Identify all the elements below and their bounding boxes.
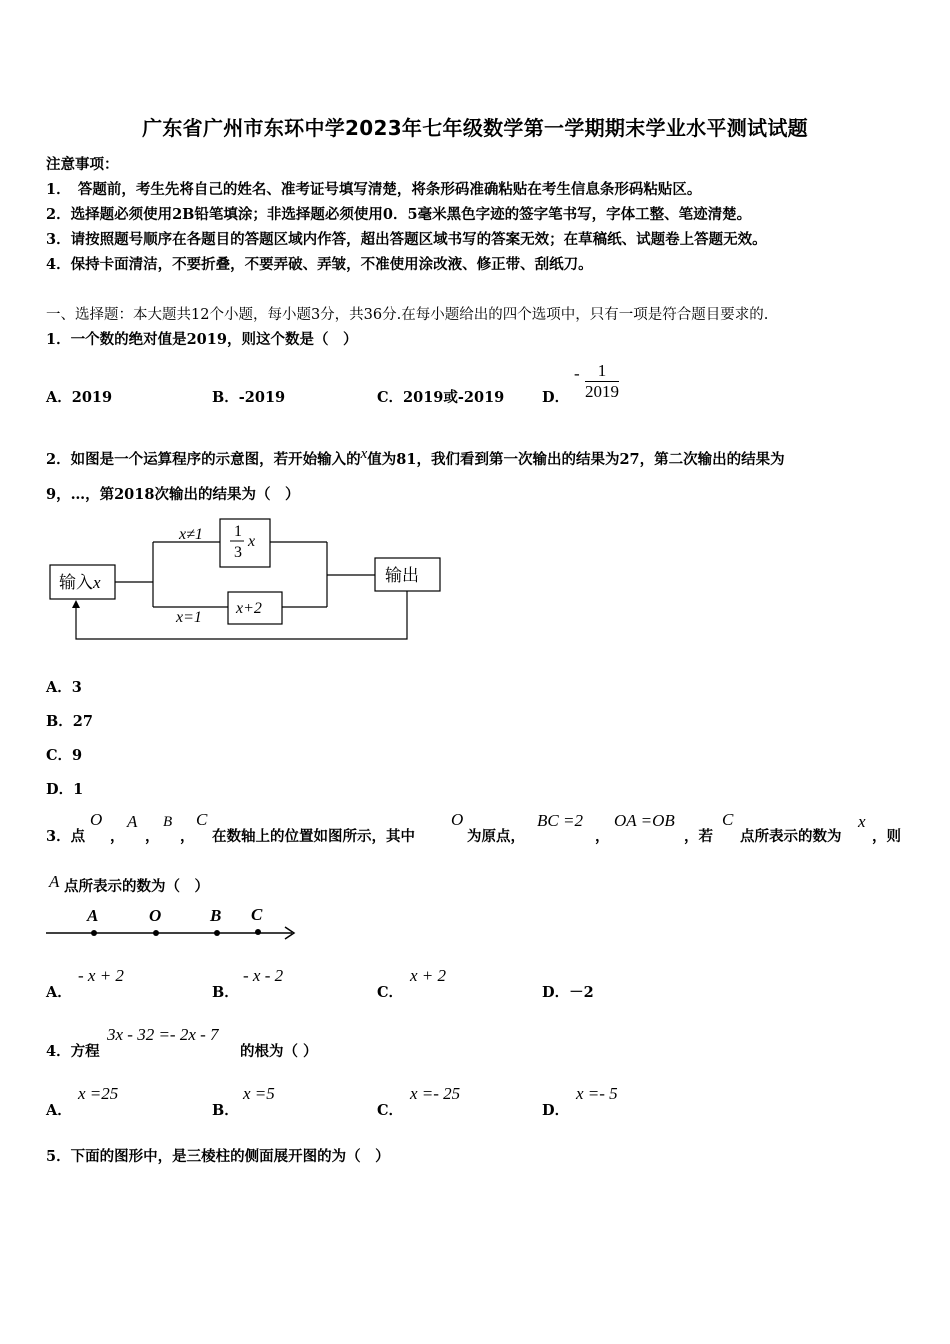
question-2-stem: [46, 446, 785, 469]
q3-point-C: C: [196, 810, 208, 829]
q4-option-a: A．: [46, 1102, 72, 1119]
point-A-dot: [91, 930, 97, 936]
q4-option-d: D．: [542, 1102, 570, 1119]
q3-option-c: C．: [377, 984, 404, 1001]
arrow-head: [72, 600, 80, 608]
q4-prefix: 4．方程: [46, 1043, 100, 1060]
q4-equation: 3x - 32 =- 2x - 7: [107, 1025, 219, 1044]
number-line: [44, 902, 299, 944]
section-heading: 一、选择题：本大题共12个小题，每小题3分，共36分.在每小题给出的四个选项中，只有一项是符合题目要求的.: [46, 307, 769, 323]
condition-top: x≠1: [179, 526, 203, 543]
q4-option-a-expr: x =25: [78, 1084, 119, 1103]
q3-var-x: x: [858, 812, 866, 831]
notice-item: 4．保持卡面清洁，不要折叠，不要弄破、弄皱，不准使用涂改液、修正带、刮纸刀。: [46, 256, 593, 273]
q1-option-a: A．2019: [46, 389, 113, 406]
flow-lines: [115, 542, 375, 607]
q3-text: 为原点，: [467, 828, 525, 845]
q2-option-b: B．27: [46, 713, 93, 730]
condition-bottom: x=1: [176, 609, 202, 626]
point-O-dot: [153, 930, 159, 936]
question-1-stem: 1．一个数的绝对值是2019，则这个数是（ ）: [46, 331, 358, 348]
q3-line2-var: A: [49, 872, 60, 891]
q3-text: 点所表示的数为: [740, 828, 842, 845]
input-label: 输入x: [59, 573, 101, 592]
q1-d-sign: -: [574, 364, 580, 383]
q4-option-b-expr: x =5: [243, 1084, 275, 1103]
q3-comma: ，: [595, 828, 610, 845]
q3-option-b-expr: - x - 2: [243, 966, 284, 985]
point-C-label: C: [251, 905, 263, 924]
q3-bc: BC =2: [537, 811, 583, 830]
notice-item: 1． 答题前，考生先将自己的姓名、准考证号填写清楚，将条形码准确粘贴在考生信息条形码粘贴区。: [46, 181, 702, 198]
q3-text: 在数轴上的位置如图所示，其中: [212, 828, 415, 845]
q3-option-d: D．－2: [542, 984, 594, 1001]
point-A-label: A: [87, 906, 99, 925]
q4-option-c-expr: x =- 25: [410, 1084, 461, 1103]
q3-point-O: O: [90, 810, 103, 829]
q3-option-b: B．: [212, 984, 239, 1001]
notice-item: 2．选择题必须使用2B铅笔填涂；非选择题必须使用0．5毫米黑色字迹的签字笔书写，字体工整、笔迹清楚。: [46, 206, 752, 223]
q3-point-A: A: [127, 812, 138, 831]
q1-option-d: D．: [542, 389, 570, 406]
q3-prefix: 3．点: [46, 828, 86, 845]
q2-stem-post: 值为81，我们看到第一次输出的结果为27，第二次输出的结果为: [367, 451, 785, 468]
q3-origin-O: O: [451, 810, 464, 829]
notice-item: 3．请按照题号顺序在各题目的答题区域内作答，超出答题区域书写的答案无效；在草稿纸、试题卷上答题无效。: [46, 231, 767, 248]
q3-text: ，若: [684, 828, 713, 845]
add-box-label: x+2: [236, 600, 262, 617]
point-C-dot: [255, 929, 261, 935]
fraction-numerator: 1: [585, 361, 619, 382]
q1-option-c: C．2019或-2019: [377, 389, 505, 406]
q3-option-a: A．: [46, 984, 72, 1001]
fraction-numerator: 1: [234, 523, 242, 540]
q3-comma: ，: [145, 828, 160, 845]
q3-oa-ob: OA =OB: [614, 811, 675, 830]
q2-option-a: A．3: [46, 679, 82, 696]
question-5-stem: 5．下面的图形中，是三棱柱的侧面展开图的为（ ）: [46, 1148, 390, 1165]
q2-option-c: C．9: [46, 747, 83, 764]
q3-option-c-expr: x + 2: [410, 966, 447, 985]
fraction-denominator: 3: [234, 544, 242, 561]
q1-option-b: B．-2019: [212, 389, 286, 406]
point-B-dot: [214, 930, 220, 936]
q4-option-d-expr: x =- 5: [576, 1084, 618, 1103]
q3-comma: ，: [180, 828, 195, 845]
point-O-label: O: [149, 906, 162, 925]
point-B-label: B: [210, 906, 222, 925]
q4-suffix: 的根为（ ）: [240, 1043, 318, 1060]
q3-line2: 点所表示的数为（ ）: [64, 878, 209, 895]
q4-option-b: B．: [212, 1102, 239, 1119]
q4-option-c: C．: [377, 1102, 404, 1119]
notice-heading: 注意事项：: [46, 156, 119, 173]
q2-option-d: D．1: [46, 781, 84, 798]
q3-point-C-2: C: [722, 810, 734, 829]
question-2-stem-line2: 9，…，第2018次输出的结果为（ ）: [46, 486, 300, 503]
q2-var-x: x: [360, 446, 368, 462]
fraction-denominator: 2019: [585, 382, 619, 401]
output-label: 输出: [385, 566, 419, 585]
q3-point-B: B: [163, 814, 173, 830]
divide-box: [220, 519, 270, 567]
q3-option-a-expr: - x + 2: [78, 966, 124, 985]
q2-stem-pre: 2．如图是一个运算程序的示意图，若开始输入的: [46, 451, 361, 468]
q1-d-fraction: [585, 361, 619, 402]
q3-text: ，则: [872, 828, 901, 845]
page-title: 广东省广州市东环中学2023年七年级数学第一学期期末学业水平测试试题: [142, 116, 808, 140]
flow-diagram: [40, 512, 460, 647]
q3-comma: ，: [110, 828, 125, 845]
fraction-var: x: [248, 533, 256, 550]
